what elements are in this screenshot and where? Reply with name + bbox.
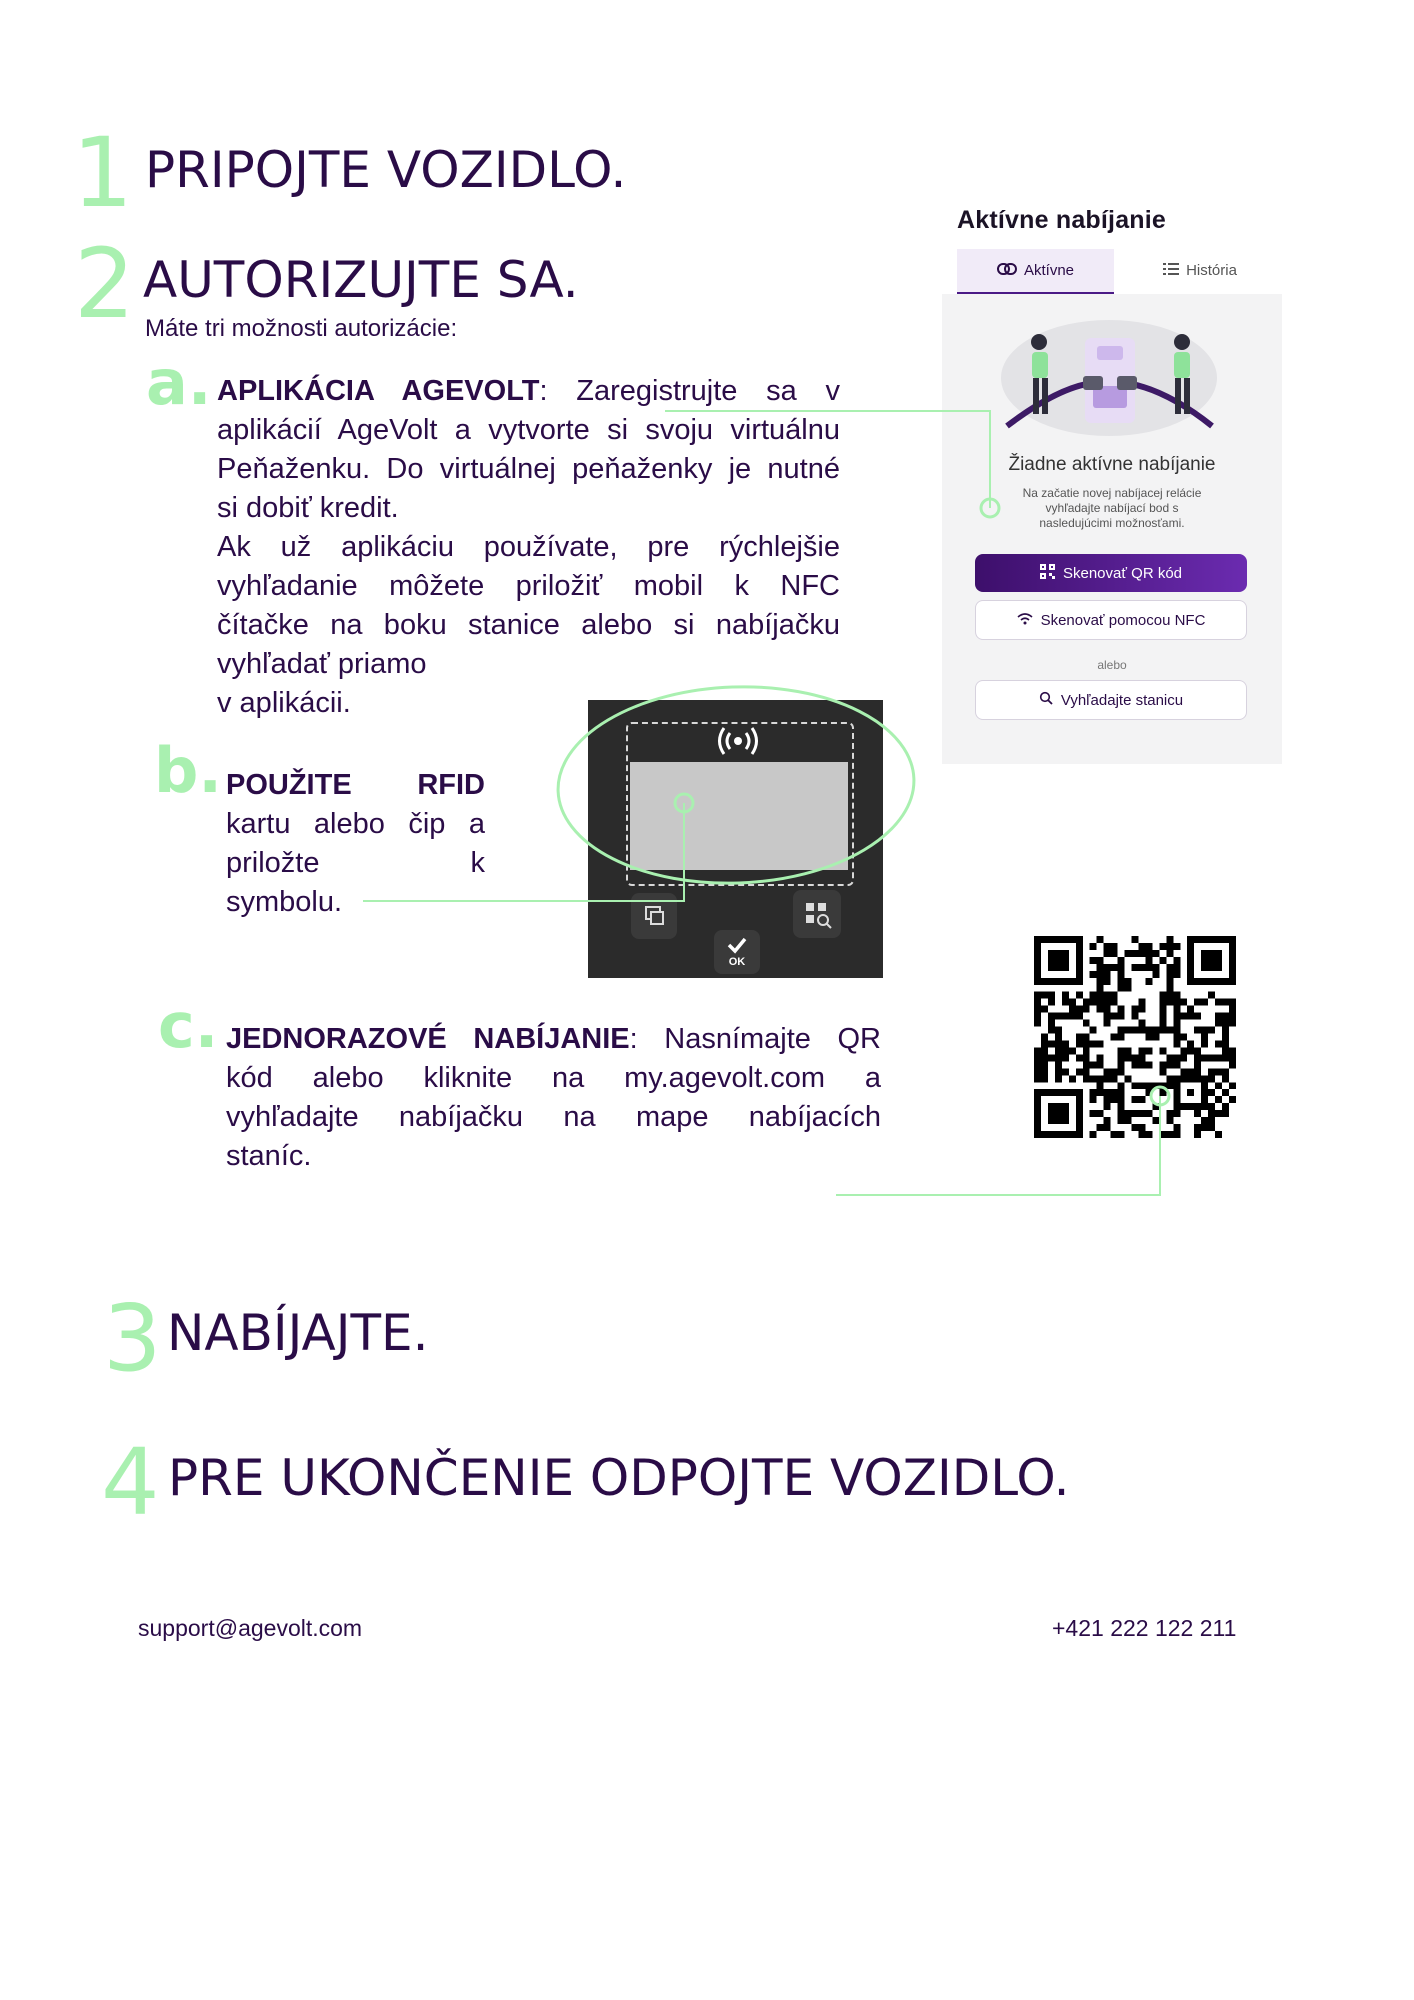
step-2-title: AUTORIZUJTE SA. xyxy=(143,251,579,309)
search-icon xyxy=(1039,691,1053,709)
option-b-text: POUŽITE RFID kartu alebo čip a priložte k symbolu. xyxy=(226,769,485,918)
phone-empty-panel xyxy=(942,294,1282,764)
step-number-1: 1 xyxy=(72,117,134,229)
display-screen xyxy=(630,762,848,870)
tab-history[interactable] xyxy=(1130,249,1270,292)
link-icon xyxy=(997,262,1017,280)
tab-active[interactable] xyxy=(957,249,1114,295)
or-separator: alebo xyxy=(1097,658,1127,672)
step-4-title: PRE UKONČENIE ODPOJTE VOZIDLO. xyxy=(168,1449,1070,1507)
qr-icon xyxy=(1040,564,1055,583)
search-station-button[interactable] xyxy=(975,680,1247,720)
option-c-lead: JEDNORAZOVÉ NABÍJANIE xyxy=(226,1023,630,1055)
qr-search-key-icon[interactable] xyxy=(793,890,841,938)
scan-qr-label: Skenovať QR kód xyxy=(1062,564,1183,582)
option-c-text: JEDNORAZOVÉ NABÍJANIE: Nasnímajte QR kód alebo kliknite na my.agevolt.com a vyhľadajte nabíjačku na mape nabíjacích staníc. xyxy=(226,1023,881,1172)
nfc-symbol-icon xyxy=(716,726,760,761)
search-station-label: Vyhľadajte stanicu xyxy=(1060,691,1184,709)
option-b-letter: b. xyxy=(154,734,222,807)
list-icon xyxy=(1163,262,1179,280)
option-a-letter: a. xyxy=(146,346,212,419)
support-email-link[interactable]: support@agevolt.com xyxy=(138,1615,363,1641)
language-key-icon[interactable] xyxy=(631,893,677,939)
empty-state-text: Na začatie novej nabíjacej relácie vyhľadajte nabíjací bod s nasledujúcimi možnosťami. xyxy=(1022,486,1202,530)
wifi-icon xyxy=(1017,612,1033,629)
step-2-subtitle: Máte tri možnosti autorizácie: xyxy=(145,315,458,342)
step-1-title: PRIPOJTE VOZIDLO. xyxy=(145,141,627,199)
step-3-title: NABÍJAJTE. xyxy=(167,1304,429,1362)
scan-nfc-label: Skenovať pomocou NFC xyxy=(1040,611,1206,629)
phone-screenshot xyxy=(940,200,1285,768)
ok-key-button[interactable] xyxy=(714,930,760,974)
step-number-4: 4 xyxy=(101,1429,160,1536)
scan-qr-button[interactable] xyxy=(975,554,1247,592)
phone-title: Aktívne nabíjanie xyxy=(957,206,1167,234)
charger-display xyxy=(588,700,883,978)
option-a-text: APLIKÁCIA AGEVOLT: Zaregistrujte sa v aplikácií AgeVolt a vytvorte si svoju virtuálnu Peňaženku. Do virtuálnej peňaženky je nutné si dobiť kredit. Ak už aplikáciu používate, pre rýchlejšie vyhľadanie môžete priložiť mobil k NFC čítačke na boku stanice alebo si nabíjačku vyhľadať priamo v aplikácii. xyxy=(217,375,841,719)
step-number-3: 3 xyxy=(103,1285,162,1392)
scan-nfc-button[interactable] xyxy=(975,600,1247,640)
qr-code xyxy=(1034,936,1236,1138)
empty-state-title: Žiadne aktívne nabíjanie xyxy=(1008,454,1216,475)
option-a-lead: APLIKÁCIA AGEVOLT xyxy=(217,375,540,407)
step-number-2: 2 xyxy=(74,228,136,340)
charging-illustration xyxy=(997,308,1222,438)
support-phone-link[interactable]: +421 222 122 211 xyxy=(1052,1615,1237,1641)
option-c-letter: c. xyxy=(158,989,219,1062)
ok-key-label: OK xyxy=(728,956,746,968)
tab-history-label: História xyxy=(1186,262,1237,279)
tab-active-label: Aktívne xyxy=(1023,262,1075,279)
